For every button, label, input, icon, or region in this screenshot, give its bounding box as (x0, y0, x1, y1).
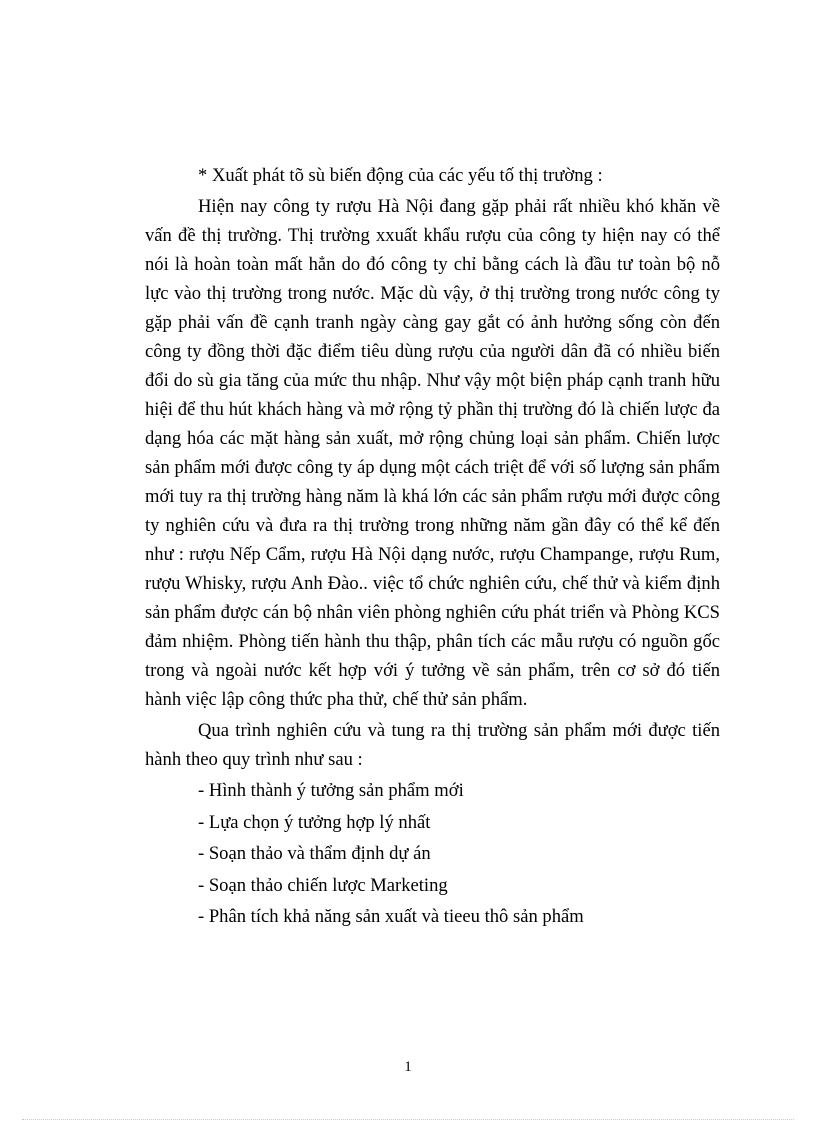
body-paragraph: Hiện nay công ty rượu Hà Nội đang gặp phải rất nhiều khó khăn về vấn đề thị trường. Thị trường xxuất khẩu rượu của công ty hiện nay có thể nói là hoàn toàn mất hẳn do đó công ty chỉ bằng cách là đầu tư toàn bộ nỗ lực vào thị trường trong nước. Mặc dù vậy, ở thị trường trong nước công ty gặp phải vấn đề cạnh tranh ngày càng gay gắt có ảnh hưởng sống còn đến công ty đồng thời đặc điểm tiêu dùng rượu của người dân đã có nhiều biến đổi do sù gia tăng của mức thu nhập. Như vậy một biện pháp cạnh tranh hữu hiệi để thu hút khách hàng và mở rộng tỷ phần thị trường đó là chiến lược đa dạng hóa các mặt hàng sản xuất, mở rộng chủng loại sản phẩm. Chiến lược sản phẩm mới được công ty áp dụng một cách triệt để với số lượng sản phẩm mới tuy ra thị trường hàng năm là khá lớn các sản phẩm rượu mới được công ty nghiên cứu và đưa ra thị trường trong những năm gần đây có thể kể đến như : rượu Nếp Cẩm, rượu Hà Nội dạng nước, rượu Champange, rượu Rum, rượu Whisky, rượu Anh Đào.. việc tổ chức nghiên cứu, chế thử và kiểm định sản phẩm được cán bộ nhân viên phòng nghiên cứu phát triển và Phòng KCS đảm nhiệm. Phòng tiến hành thu thập, phân tích các mẫu rượu có nguồn gốc trong và ngoài nước kết hợp với ý tưởng về sản phẩm, trên cơ sở đó tiến hành việc lập công thức pha thử, chế thử sản phẩm. (145, 196, 720, 710)
list-item: - Soạn thảo và thẩm định dự án (198, 843, 431, 864)
page-bottom-border (22, 1119, 794, 1120)
process-intro-paragraph: Qua trình nghiên cứu và tung ra thị trường sản phẩm mới được tiến hành theo quy trình như sau : (145, 720, 720, 770)
section-heading: * Xuất phát tõ sù biến động của các yếu tố thị trường : (198, 165, 603, 186)
list-item: - Lựa chọn ý tưởng hợp lý nhất (198, 811, 431, 833)
page-number: 1 (404, 1059, 412, 1075)
list-item: - Phân tích khả năng sản xuất và tieeu thô sản phẩm (198, 906, 584, 927)
process-steps-list (145, 775, 720, 933)
page-body (145, 161, 720, 933)
list-item: - Soạn thảo chiến lược Marketing (198, 874, 448, 896)
list-item: - Hình thành ý tưởng sản phẩm mới (198, 780, 464, 801)
